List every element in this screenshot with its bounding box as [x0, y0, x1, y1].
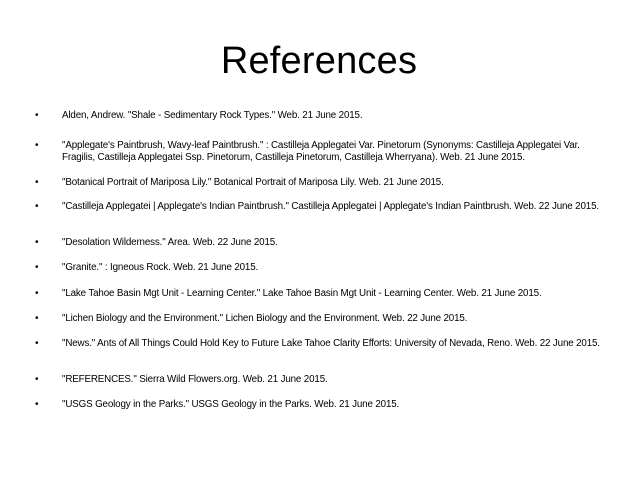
bullet-icon: • — [35, 237, 39, 248]
reference-text: "Castilleja Applegatei | Applegate's Indian Paintbrush." Castilleja Applegatei | Applegate's Indian Paintbrush. Web. 22 June 2015. — [62, 201, 599, 212]
reference-text: "REFERENCES." Sierra Wild Flowers.org. Web. 21 June 2015. — [62, 374, 328, 385]
bullet-icon: • — [35, 288, 39, 299]
reference-text: "Lake Tahoe Basin Mgt Unit - Learning Center." Lake Tahoe Basin Mgt Unit - Learning Center. Web. 21 June 2015. — [62, 288, 542, 299]
bullet-icon: • — [35, 110, 39, 121]
bullet-icon: • — [35, 201, 39, 212]
reference-text: "Lichen Biology and the Environment." Lichen Biology and the Environment. Web. 22 June 2015. — [62, 313, 468, 324]
reference-text: "Desolation Wilderness." Area. Web. 22 June 2015. — [62, 237, 278, 248]
slide-title: References — [220, 40, 418, 82]
bullet-icon: • — [35, 313, 39, 324]
reference-text: "USGS Geology in the Parks." USGS Geology in the Parks. Web. 21 June 2015. — [62, 399, 400, 410]
reference-text: "Applegate's Paintbrush, Wavy-leaf Paintbrush." : Castilleja Applegatei Var. Pinetorum (Synonyms: Castilleja Applegatei Var. Fragilis, Castilleja Applegatei Ssp. Pinetorum, Castilleja Pinetorum, Castilleja Wherryana). Web. 21 June 2015. — [62, 140, 580, 163]
bullet-icon: • — [35, 177, 39, 188]
reference-text: "Botanical Portrait of Mariposa Lily." Botanical Portrait of Mariposa Lily. Web. 21 June 2015. — [62, 177, 444, 188]
bullet-icon: • — [35, 338, 39, 349]
bullet-icon: • — [35, 374, 39, 385]
bullet-icon: • — [35, 140, 39, 151]
reference-text: "Granite." : Igneous Rock. Web. 21 June 2015. — [62, 262, 259, 273]
reference-text: "News." Ants of All Things Could Hold Key to Future Lake Tahoe Clarity Efforts: University of Nevada, Reno. Web. 22 June 2015. — [62, 338, 600, 349]
reference-text: Alden, Andrew. "Shale - Sedimentary Rock Types." Web. 21 June 2015. — [62, 110, 363, 121]
bullet-icon: • — [35, 262, 39, 273]
bullet-icon: • — [35, 399, 39, 410]
